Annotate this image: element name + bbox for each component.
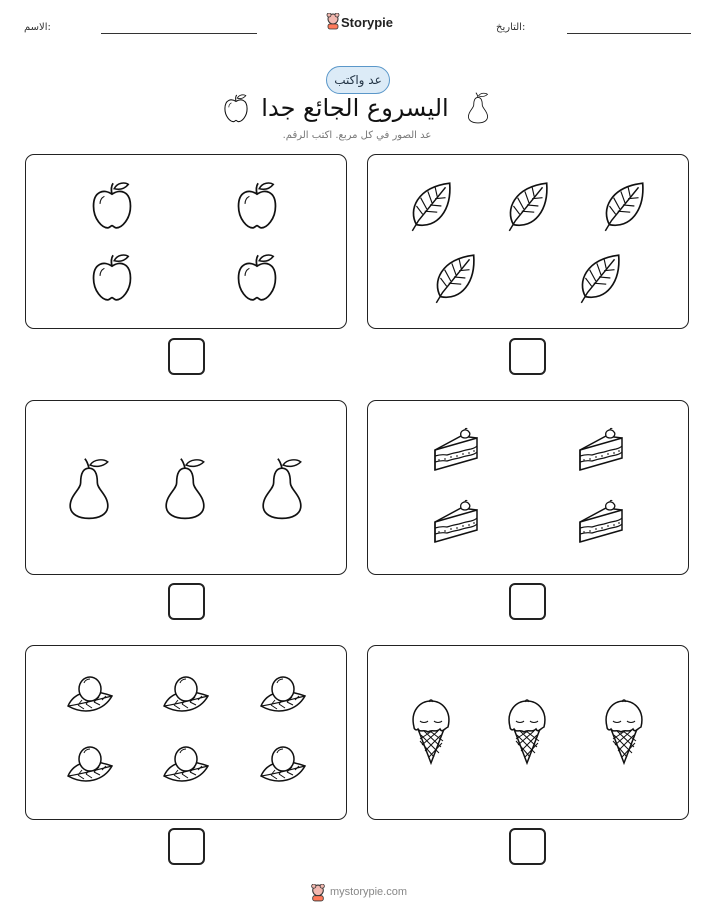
counting-panel-apples — [25, 154, 347, 329]
egg-on-leaf-icon — [64, 744, 116, 788]
counting-panel-eggs — [25, 645, 347, 820]
counting-panel-cakes — [367, 400, 689, 575]
apple-icon — [90, 180, 134, 230]
storypie-mascot-footer-logo — [310, 884, 326, 902]
apple-icon — [222, 93, 250, 121]
cake-slice-icon — [431, 427, 481, 473]
leaf-icon — [505, 179, 551, 233]
answer-box-eggs[interactable] — [168, 828, 205, 865]
activity-badge: عد واكتب — [326, 66, 390, 94]
cake-slice-icon — [576, 499, 626, 545]
name-line[interactable] — [101, 33, 257, 34]
apple-icon — [90, 252, 134, 302]
date-line[interactable] — [567, 33, 691, 34]
apple-icon — [235, 180, 279, 230]
storypie-mascot-logo — [326, 13, 340, 30]
leaf-icon — [601, 179, 647, 233]
leaf-icon — [577, 251, 623, 305]
name-label: الاسم: — [24, 22, 51, 33]
egg-on-leaf-icon — [160, 674, 212, 718]
answer-box-leaves[interactable] — [509, 338, 546, 375]
footer-url[interactable]: mystorypie.com — [330, 886, 408, 898]
pear-icon — [162, 453, 208, 521]
ice-cream-icon — [504, 698, 550, 766]
cake-slice-icon — [576, 427, 626, 473]
counting-panel-ice-creams — [367, 645, 689, 820]
date-label: التاريخ: — [496, 22, 526, 33]
answer-box-apples[interactable] — [168, 338, 205, 375]
egg-on-leaf-icon — [160, 744, 212, 788]
apple-icon — [235, 252, 279, 302]
egg-on-leaf-icon — [257, 744, 309, 788]
cake-slice-icon — [431, 499, 481, 545]
answer-box-pears[interactable] — [168, 583, 205, 620]
egg-on-leaf-icon — [257, 674, 309, 718]
counting-panel-pears — [25, 400, 347, 575]
egg-on-leaf-icon — [64, 674, 116, 718]
ice-cream-icon — [601, 698, 647, 766]
answer-box-cakes[interactable] — [509, 583, 546, 620]
counting-panel-leaves — [367, 154, 689, 329]
ice-cream-icon — [408, 698, 454, 766]
pear-icon — [66, 453, 112, 521]
page-title: اليسروع الجائع جدا — [261, 94, 449, 122]
brand-name: Storypie — [341, 15, 394, 30]
pear-icon — [466, 90, 490, 124]
pear-icon — [259, 453, 305, 521]
answer-box-ice-creams[interactable] — [509, 828, 546, 865]
leaf-icon — [408, 179, 454, 233]
leaf-icon — [432, 251, 478, 305]
instruction-text: عد الصور في كل مربع. اكتب الرقم. — [282, 130, 432, 141]
